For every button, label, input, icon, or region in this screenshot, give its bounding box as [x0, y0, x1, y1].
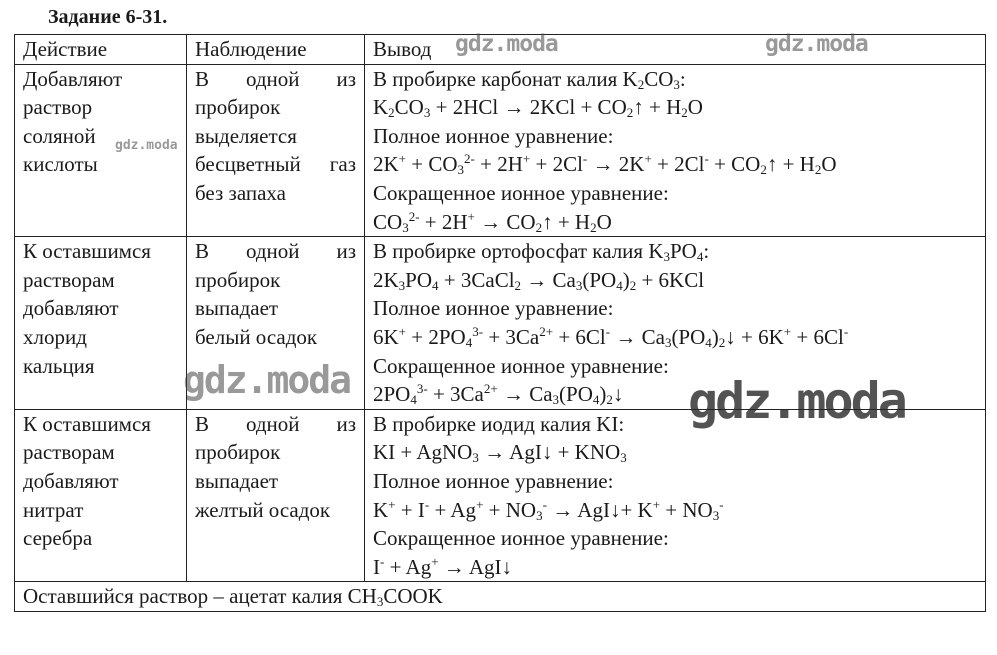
cell-line: В одной из	[195, 66, 356, 91]
action-cell	[15, 64, 187, 237]
cell-line: добавляют	[23, 468, 119, 493]
watermark-text: gdz.moda	[115, 138, 178, 153]
cell-line: без запаха	[195, 180, 286, 205]
cell-line: Добавляют	[23, 66, 123, 91]
conclusion-cell	[365, 237, 986, 410]
cell-line: кальция	[23, 353, 95, 378]
cell-line: В одной из	[195, 239, 356, 264]
conclusion-cell	[365, 64, 986, 237]
cell-line: бесцветный газ	[195, 152, 356, 177]
table-header-row	[15, 35, 986, 65]
cell-line: растворам	[23, 267, 115, 292]
conclusion-intro: В пробирке иодид калия KI:	[373, 411, 625, 436]
header-observation: Наблюдение	[187, 35, 365, 65]
cell-line: К оставшимся	[23, 239, 151, 264]
cell-line: добавляют	[23, 296, 119, 321]
conclusion-intro: В пробирке карбонат калия $K_2CO_3$:	[373, 66, 686, 92]
cell-line: нитрат	[23, 497, 84, 522]
header-action: Действие	[15, 35, 187, 65]
table-row	[15, 409, 986, 582]
conclusion-cell	[365, 409, 986, 582]
cell-line: хлорид	[23, 324, 87, 349]
table-row	[15, 64, 986, 237]
full-ionic-equation: $K^+ + I^- + Ag^+ + NO_3^-$ → AgI↓+ $K^+ + NO_3^-$	[373, 496, 724, 523]
full-ionic-label: Полное ионное уравнение:	[373, 468, 614, 493]
watermark-text: gdz.moda	[688, 372, 905, 430]
cell-line: выделяется	[195, 123, 297, 148]
cell-line: кислоты	[23, 152, 98, 177]
action-cell	[15, 237, 187, 410]
short-ionic-label: Сокращенное ионное уравнение:	[373, 180, 669, 205]
short-ionic-equation: $CO_3^{2-} + 2H^+$ → $CO_2↑ + H_2O$	[373, 208, 612, 235]
watermark-text: gdz.moda	[455, 31, 558, 57]
footer-row	[15, 582, 986, 612]
observation-cell	[187, 409, 365, 582]
table-row	[15, 237, 986, 410]
cell-line: желтый осадок	[195, 497, 331, 522]
full-ionic-label: Полное ионное уравнение:	[373, 123, 614, 148]
header-conclusion: Вывод	[365, 35, 986, 65]
action-cell	[15, 409, 187, 582]
cell-line: выпадает	[195, 296, 279, 321]
conclusion-intro: В пробирке ортофосфат калия $K_3PO_4$:	[373, 239, 710, 265]
footer-cell: Оставшийся раствор – ацетат калия $CH_3COOK$	[15, 582, 986, 612]
cell-line: пробирок	[195, 95, 281, 120]
observation-cell	[187, 64, 365, 237]
cell-line: серебра	[23, 526, 93, 551]
molecular-equation: $K_2CO_3 + 2HCl \to 2KCl$ + $CO_2↑ + H_2O$	[373, 95, 703, 121]
short-ionic-equation: $2PO_4^{3-} + 3Ca^{2+}$ → $Ca_3(PO_4)_2↓$	[373, 381, 624, 408]
cell-line: пробирок	[195, 440, 281, 465]
full-ionic-equation: $2K^+ + CO_3^{2-} + 2H^+ + 2Cl^- \to 2K^+ + 2Cl^-$ + $CO_2↑ + H_2O$	[373, 151, 837, 178]
short-ionic-label: Сокращенное ионное уравнение:	[373, 353, 669, 378]
observation-cell	[187, 237, 365, 410]
answer-table	[14, 34, 986, 612]
cell-line: раствор	[23, 95, 93, 120]
task-title: Задание 6-31.	[48, 6, 168, 28]
cell-line: В одной из	[195, 411, 356, 436]
full-ionic-label: Полное ионное уравнение:	[373, 296, 614, 321]
cell-line: белый осадок	[195, 324, 318, 349]
full-ionic-equation: $6K^+ + 2PO_4^{3-} + 3Ca^{2+} + 6Cl^-$ → $Ca_3(PO_4)_2↓ + 6K^+ + 6Cl^-$	[373, 323, 849, 350]
molecular-equation: $2K_3PO_4$ + 3CaCl$_2$ → $Ca_3(PO_4)_2 + 6KCl$	[373, 267, 705, 293]
cell-line: пробирок	[195, 267, 281, 292]
short-ionic-equation: I- + Ag+ → AgI↓	[373, 553, 513, 579]
molecular-equation: KI + AgNO$_3$ → AgI↓ + $KNO_3$	[373, 440, 627, 466]
cell-line: растворам	[23, 440, 115, 465]
watermark-text: gdz.moda	[765, 31, 868, 57]
watermark-text: gdz.moda	[183, 358, 351, 402]
short-ionic-label: Сокращенное ионное уравнение:	[373, 526, 669, 551]
cell-line: К оставшимся	[23, 411, 151, 436]
cell-line: выпадает	[195, 468, 279, 493]
cell-line: соляной	[23, 123, 96, 148]
